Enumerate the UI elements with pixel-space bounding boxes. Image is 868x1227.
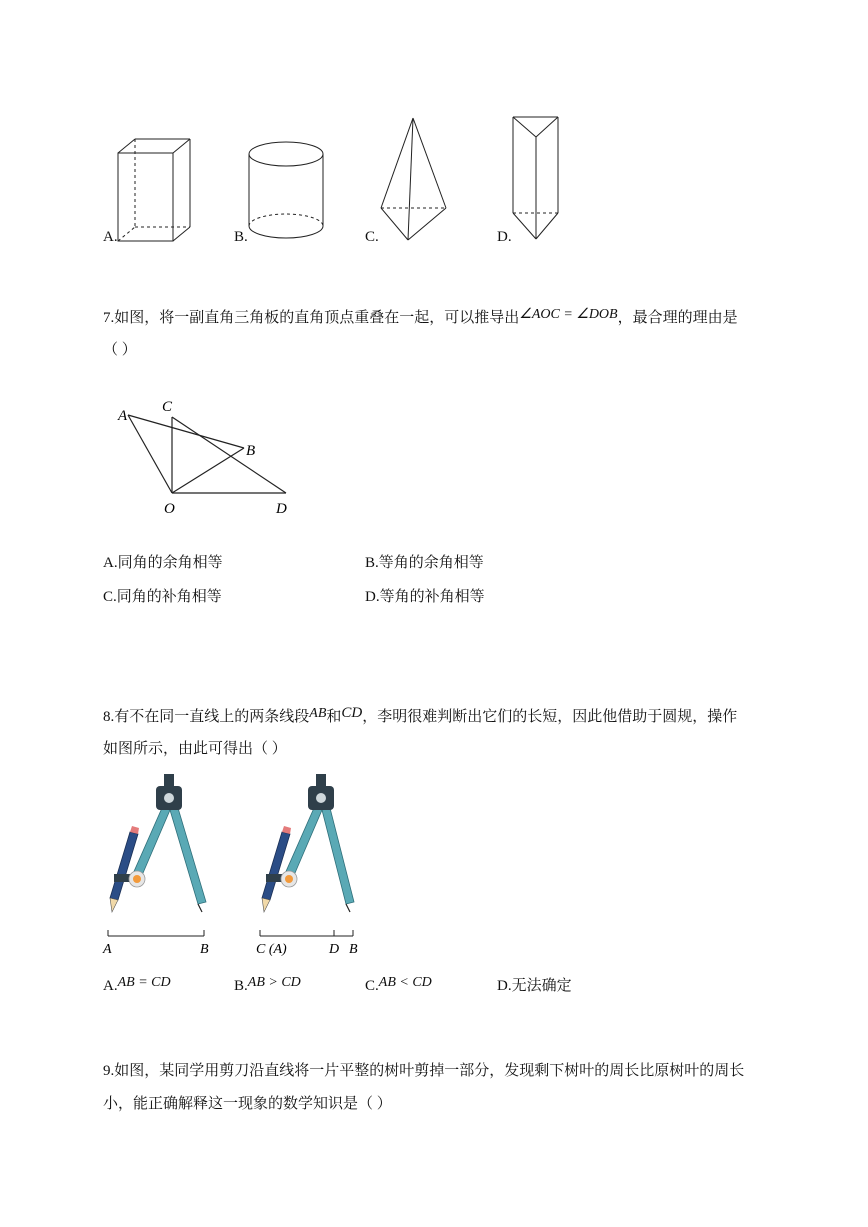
q8-option-b-math: AB > CD: [247, 975, 301, 990]
q8-stem-ab: AB: [309, 706, 327, 721]
q8-option-d-text: 无法确定: [511, 978, 572, 994]
q7-option-d[interactable]: D.等角的补角相等: [365, 589, 485, 605]
q6-option-b[interactable]: B.: [234, 229, 248, 245]
q8-fig2-label-d: D: [329, 942, 340, 957]
pyramid-figure: [378, 116, 450, 244]
q7-option-c[interactable]: C.同角的补角相等: [103, 589, 222, 605]
q8-fig2-label-b: B: [349, 942, 358, 957]
cylinder-figure: [248, 140, 328, 245]
q7-label-d: D: [276, 501, 287, 517]
q8-stem-cd: CD: [341, 705, 363, 721]
q8-compass-figure-2: [252, 770, 372, 960]
q7-figure: [110, 395, 310, 525]
q8-stem-line2: 如图所示，由此可得出（ ）: [103, 741, 287, 757]
q7-label-c: C: [162, 399, 173, 415]
q7-option-b[interactable]: B.等角的余角相等: [365, 555, 484, 571]
q7-label-b: B: [246, 443, 256, 459]
triangular-prism-figure: [511, 115, 563, 245]
q7-stem-math: ∠AOC = ∠DOB: [519, 307, 618, 322]
q8-option-b[interactable]: [234, 976, 301, 997]
q8-compass-figure-1: [100, 770, 220, 960]
q8-option-d[interactable]: [497, 976, 572, 996]
q8-stem-and: 和: [326, 709, 342, 725]
q8-fig2-label-ca: C (A): [256, 942, 287, 957]
q8-option-a[interactable]: [103, 976, 171, 997]
q7-paren: （ ）: [103, 342, 137, 358]
q8-stem-suffix: ，李明很难判断出它们的长短，因此他借助于圆规，操作: [362, 709, 738, 725]
q7-label-o: O: [164, 501, 175, 517]
rectangular-prism-figure: [110, 135, 200, 245]
q7-option-a[interactable]: A.同角的余角相等: [103, 555, 223, 571]
q6-option-a[interactable]: A.: [103, 229, 118, 245]
q8-option-c-math: AB < CD: [378, 975, 432, 990]
q8-option-a-prefix: A.: [103, 978, 118, 994]
q7-stem-suffix: ，最合理的理由是: [617, 310, 738, 326]
q8-option-a-math: AB = CD: [117, 975, 171, 990]
q8-option-c[interactable]: [365, 976, 432, 997]
q8-fig1-label-b: B: [200, 942, 209, 957]
q6-option-d[interactable]: D.: [497, 229, 512, 245]
q9-stem-line2: 小，能正确解释这一现象的数学知识是（ ）: [103, 1096, 392, 1112]
q7-stem-prefix: 7.如图，将一副直角三角板的直角顶点重叠在一起，可以推导出: [103, 310, 520, 326]
q6-option-c[interactable]: C.: [365, 229, 379, 245]
q8-option-c-prefix: C.: [365, 978, 379, 994]
q8-option-d-prefix: D.: [497, 978, 512, 994]
q8-fig1-label-a: A: [103, 942, 112, 957]
q9-stem-line1: 9.如图，某同学用剪刀沿直线将一片平整的树叶剪掉一部分，发现剩下树叶的周长比原树叶的周长: [103, 1063, 745, 1079]
q8-option-b-prefix: B.: [234, 978, 248, 994]
q7-stem: [103, 308, 738, 329]
q8-stem-prefix: 8.有不在同一直线上的两条线段: [103, 709, 310, 725]
q8-stem-line1: [103, 707, 737, 728]
q7-label-a: A: [118, 408, 128, 424]
